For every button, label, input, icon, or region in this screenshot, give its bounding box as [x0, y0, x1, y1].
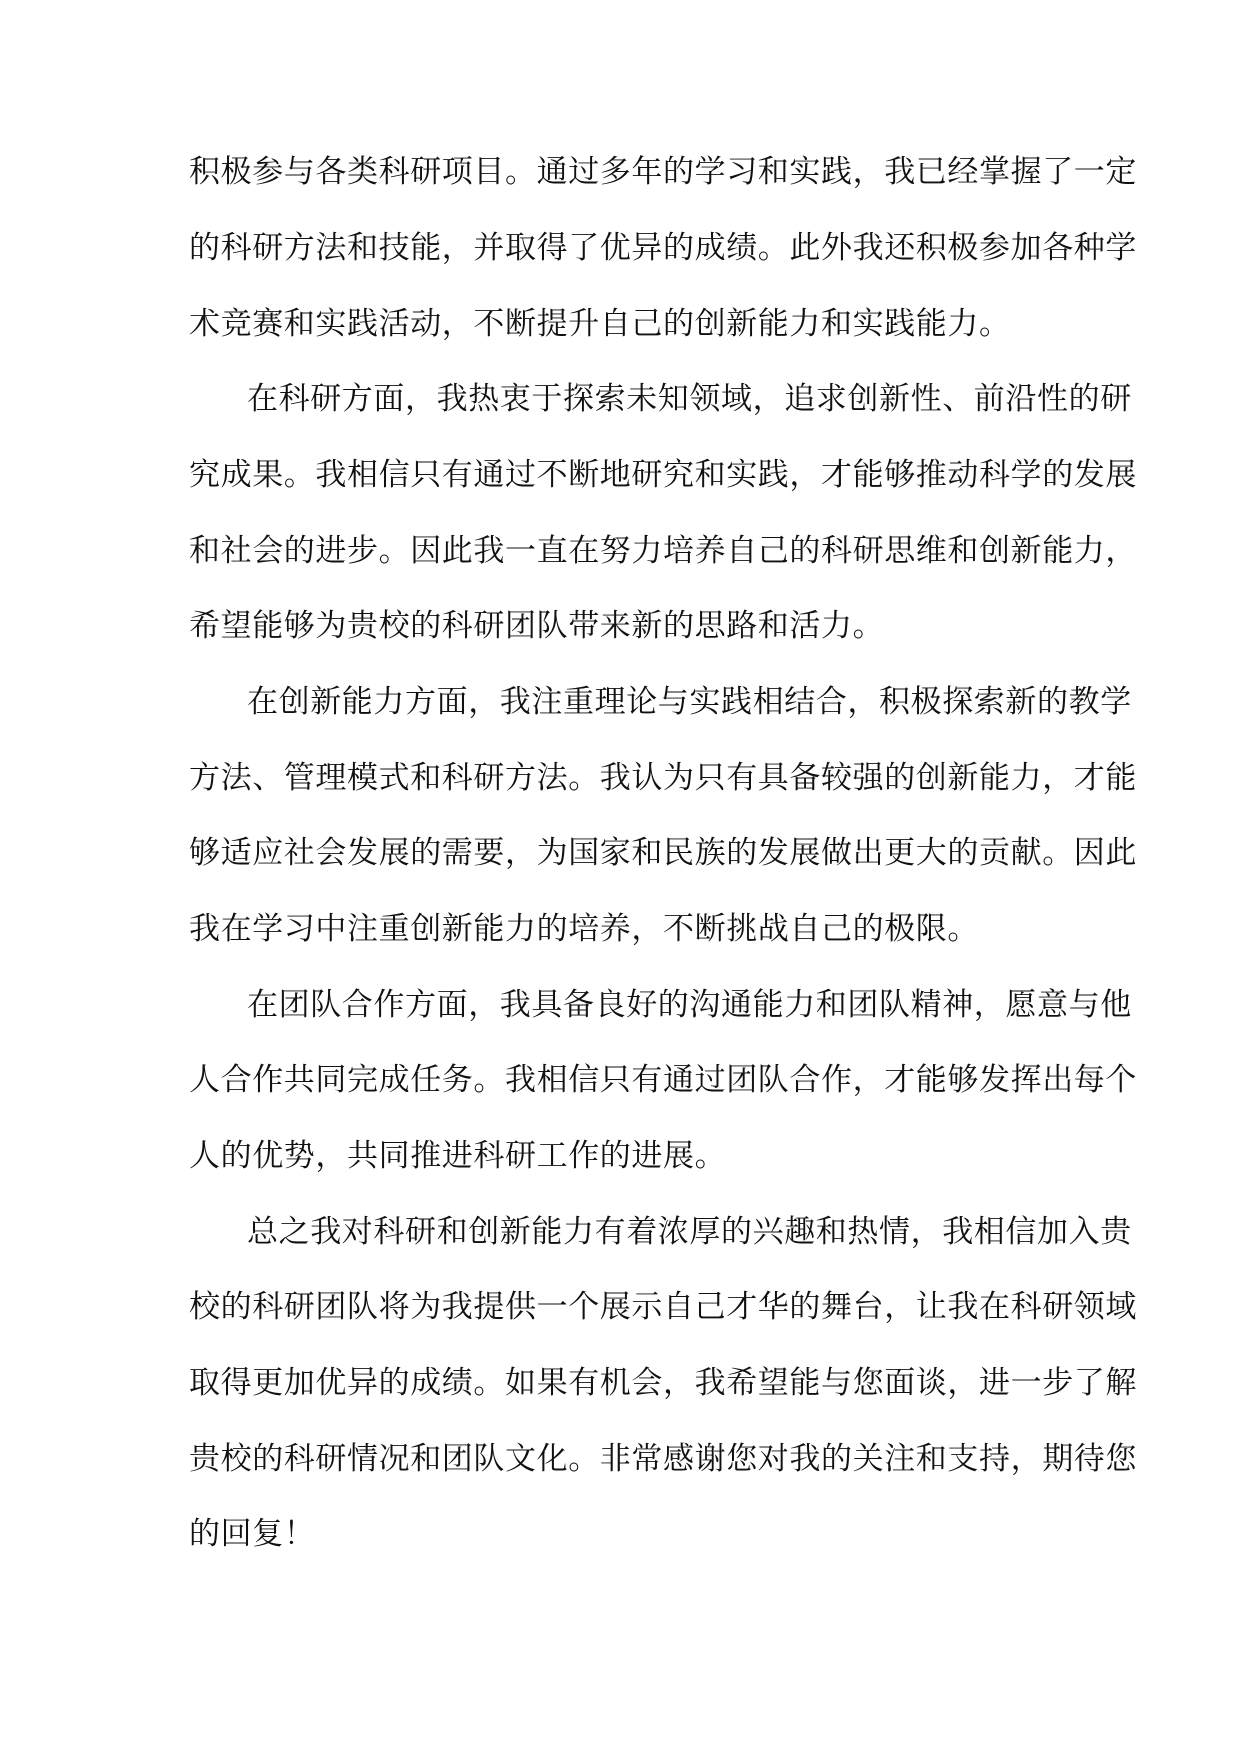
- text-line: 积极参与各类科研项目。通过多年的学习和实践，我已经掌握了一定: [189, 154, 1137, 190]
- text-line: 够适应社会发展的需要，为国家和民族的发展做出更大的贡献。因此: [189, 835, 1137, 871]
- text-line: 方法、管理模式和科研方法。我认为只有具备较强的创新能力，才能: [189, 760, 1137, 796]
- text-line: 人合作共同完成任务。我相信只有通过团队合作，才能够发挥出每个: [189, 1062, 1137, 1098]
- text-line: 希望能够为贵校的科研团队带来新的思路和活力。: [189, 608, 885, 644]
- text-line: 我在学习中注重创新能力的培养，不断挑战自己的极限。: [189, 911, 979, 947]
- text-line: 在团队合作方面，我具备良好的沟通能力和团队精神，愿意与他: [247, 987, 1132, 1023]
- text-line: 在科研方面，我热衷于探索未知领域，追求创新性、前沿性的研: [247, 381, 1132, 417]
- text-line: 的回复！: [189, 1516, 316, 1552]
- text-line: 取得更加优异的成绩。如果有机会，我希望能与您面谈，进一步了解: [189, 1365, 1137, 1401]
- text-line: 和社会的进步。因此我一直在努力培养自己的科研思维和创新能力，: [189, 533, 1137, 569]
- text-line: 在创新能力方面，我注重理论与实践相结合，积极探索新的教学: [247, 684, 1132, 720]
- text-line: 贵校的科研情况和团队文化。非常感谢您对我的关注和支持，期待您: [189, 1441, 1137, 1477]
- text-line: 人的优势，共同推进科研工作的进展。: [189, 1138, 727, 1174]
- text-line: 校的科研团队将为我提供一个展示自己才华的舞台，让我在科研领域: [189, 1289, 1137, 1325]
- text-line: 术竞赛和实践活动，不断提升自己的创新能力和实践能力。: [189, 306, 1011, 342]
- text-line: 究成果。我相信只有通过不断地研究和实践，才能够推动科学的发展: [189, 457, 1137, 493]
- text-line: 的科研方法和技能，并取得了优异的成绩。此外我还积极参加各种学: [189, 230, 1137, 266]
- text-line: 总之我对科研和创新能力有着浓厚的兴趣和热情，我相信加入贵: [247, 1214, 1132, 1250]
